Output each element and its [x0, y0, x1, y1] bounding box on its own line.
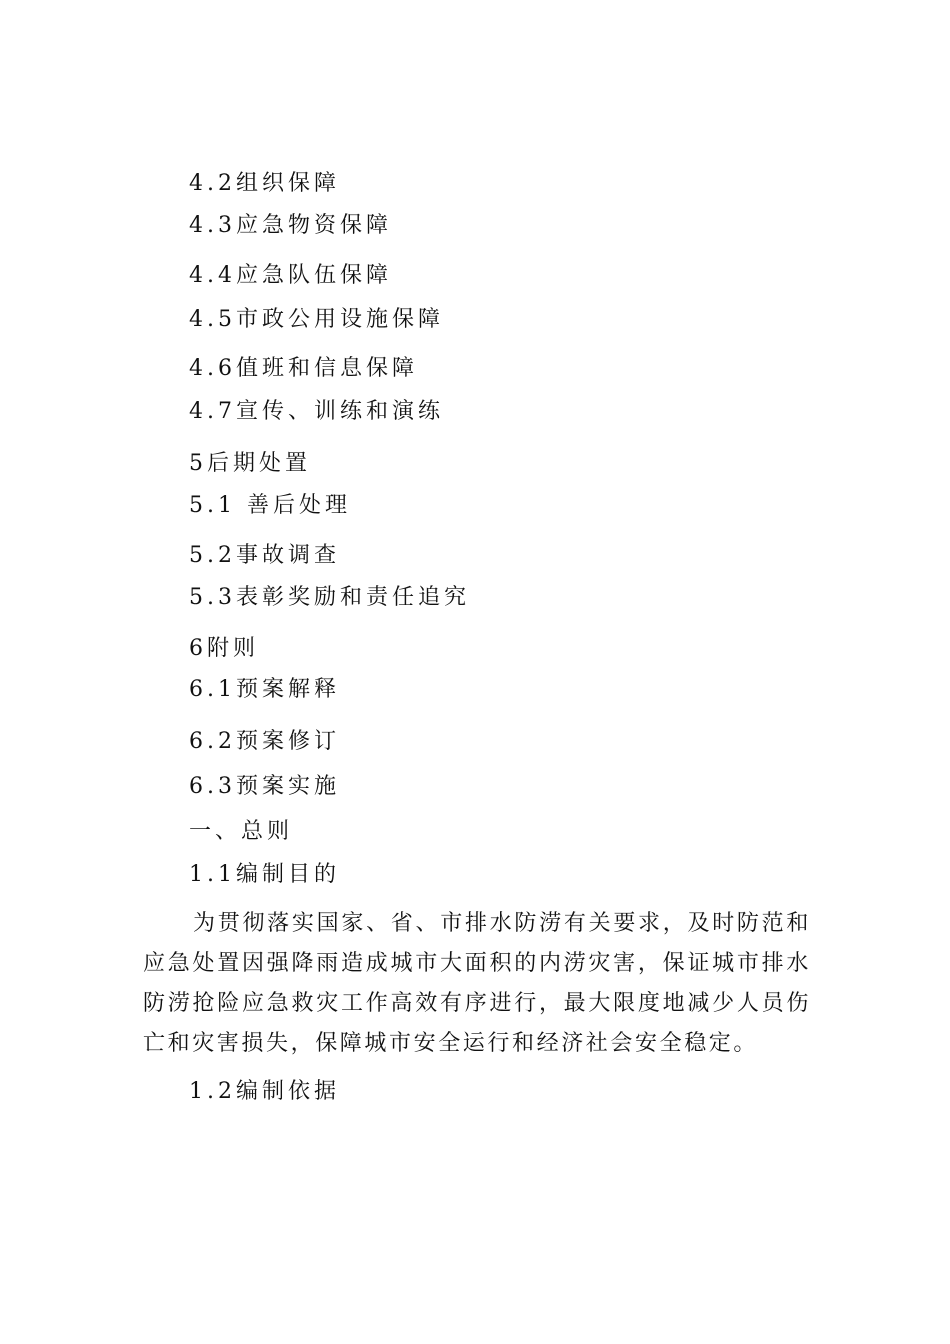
toc-line: 4.5市政公用设施保障	[189, 307, 444, 332]
subsection-heading: 1.2编制依据	[189, 1079, 340, 1104]
subsection-heading: 1.1编制目的	[189, 862, 340, 887]
toc-line: 5.3表彰奖励和责任追究	[189, 585, 470, 610]
toc-line: 4.3应急物资保障	[189, 213, 392, 238]
toc-line: 4.7宣传、训练和演练	[189, 399, 444, 424]
toc-line: 4.2组织保障	[189, 171, 340, 196]
toc-line: 6.3预案实施	[189, 774, 340, 799]
toc-line: 5.2事故调查	[189, 543, 340, 568]
toc-line: 6.1预案解释	[189, 677, 340, 702]
toc-line: 6.2预案修订	[189, 729, 340, 754]
body-paragraph: 为贯彻落实国家、省、市排水防涝有关要求，及时防范和应急处置因强降雨造成城市大面积的内涝灾害，保证城市排水防涝抢险应急救灾工作高效有序进行，最大限度地减少人员伤亡和灾害损失，保障城市安全运行和经济社会安全稳定。	[143, 911, 811, 1056]
toc-line: 6附则	[189, 636, 259, 661]
toc-line: 5后期处置	[189, 451, 311, 476]
section-heading: 一、总则	[189, 819, 294, 844]
toc-line: 5.1 善后处理	[189, 493, 351, 518]
toc-line: 4.6值班和信息保障	[189, 356, 418, 381]
toc-line: 4.4应急队伍保障	[189, 263, 392, 288]
